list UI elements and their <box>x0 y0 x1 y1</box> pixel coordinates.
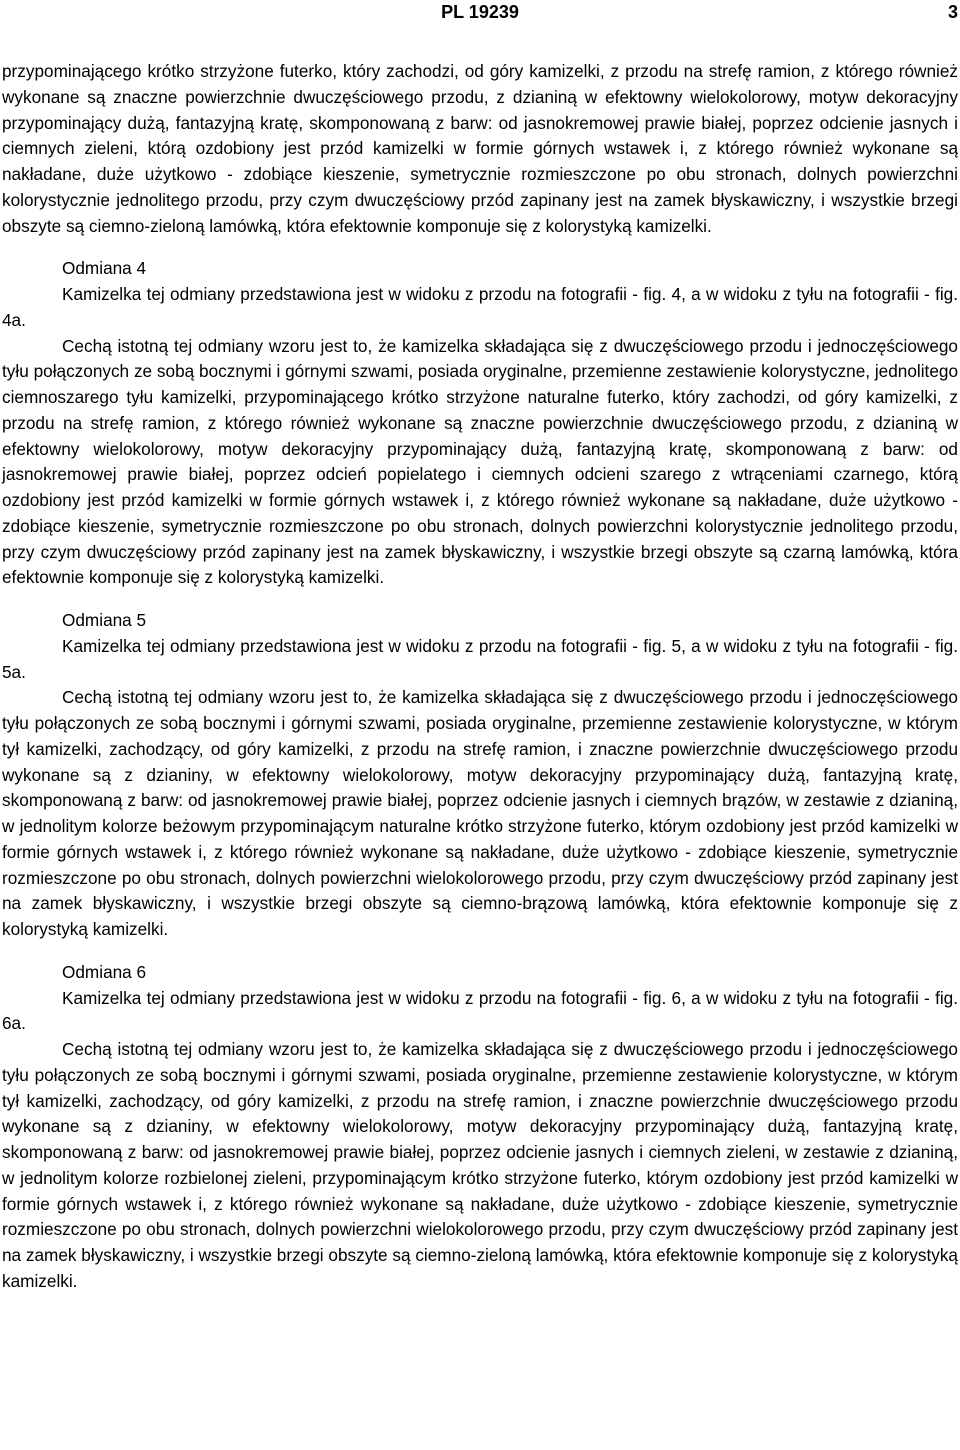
document-body <box>2 59 958 1295</box>
intro-paragraph: przypominającego krótko strzyżone futerko, który zachodzi, od góry kamizelki, z przodu na strefę ramion, z którego również wykonane są znaczne powierzchnie dwuczęściowego przodu, z dzianiną w efektowny wielokolorowy, motyw dekoracyjny przypominający dużą, fantazyjną kratę, skomponowaną z barw: od jasnokremowej prawie białej, poprzez odcienie jasnych i ciemnych zieleni, którą ozdobiony jest przód kamizelki w formie górnych wstawek i, z którego również wykonane są nakładane, duże użytkowo - zdobiące kieszenie, symetrycznie rozmieszczone po obu stronach, dolnych powierzchni kolorystycznie jednolitego przodu, przy czym dwuczęściowy przód zapinany jest na zamek błyskawiczny, i wszystkie brzegi obszyte są ciemno-zieloną lamówką, która efektownie komponuje się z kolorystyką kamizelki. <box>2 61 958 236</box>
section-gap <box>2 239 958 256</box>
variant-description: Cechą istotną tej odmiany wzoru jest to, że kamizelka składająca się z dwuczęściowego przodu i jednoczęściowego tyłu połączonych ze sobą bocznymi i górnymi szwami, posiada oryginalne, przemienne zestawienie kolorystyczne, w którym tył kamizelki, zachodzący, od góry kamizelki, z przodu na strefę ramion, i znaczne powierzchnie dwuczęściowego przodu wykonane są z dzianiny, w efektowny wielokolorowy, motyw dekoracyjny przypominający dużą, fantazyjną kratę, skomponowaną z barw: od jasnokremowej prawie białej, poprzez odcienie jasnych i ciemnych zieleni, w zestawie z dzianiną, w jednolitym kolorze rozbielonej zieleni, przypominającym krótko strzyżone futerko, którym ozdobiony jest przód kamizelki w formie górnych wstawek i, z którego również wykonane są nakładane, duże użytkowo - zdobiące kieszenie, symetrycznie rozmieszczone po obu stronach, dolnych powierzchni wielokolorowego przodu, przy czym dwuczęściowy przód zapinany jest na zamek błyskawiczny, i wszystkie brzegi obszyte są ciemno-zieloną lamówką, która efektownie komponuje się z kolorystyką kamizelki. <box>2 1039 958 1291</box>
variant-figure-text: Kamizelka tej odmiany przedstawiona jest w widoku z przodu na fotografii - fig. 6, a w widoku z tyłu na fotografii - fig. 6a. <box>2 987 958 1034</box>
variant-heading: Odmiana 4 <box>62 258 147 279</box>
variant-figure-text: Kamizelka tej odmiany przedstawiona jest w widoku z przodu na fotografii - fig. 5, a w widoku z tyłu na fotografii - fig. 5a. <box>2 635 958 682</box>
page-header <box>0 0 960 24</box>
variant-4-section <box>2 256 958 591</box>
variant-heading: Odmiana 6 <box>62 961 147 982</box>
document-number: PL 19239 <box>441 2 519 22</box>
section-gap <box>2 591 958 608</box>
variant-heading: Odmiana 5 <box>62 610 147 630</box>
variant-description: Cechą istotną tej odmiany wzoru jest to, że kamizelka składająca się z dwuczęściowego przodu i jednoczęściowego tyłu połączonych ze sobą bocznymi i górnymi szwami, posiada oryginalne, przemienne zestawienie kolorystyczne, w którym tył kamizelki, zachodzący, od góry kamizelki, z przodu na strefę ramion, i znaczne powierzchnie dwuczęściowego przodu wykonane są z dzianiny, w efektowny wielokolorowy, motyw dekoracyjny przypominający dużą, fantazyjną kratę, skomponowaną z barw: od jasnokremowej prawie białej, poprzez odcienie jasnych i ciemnych brązów, w zestawie z dzianiną, w jednolitym kolorze beżowym przypominającym naturalne krótko strzyżone futerko, którym ozdobiony jest przód kamizelki w formie górnych wstawek i, z którego również wykonane są nakładane, duże użytkowo - zdobiące kieszenie, symetrycznie rozmieszczone po obu stronach, dolnych powierzchni wielokolorowego przodu, przy czym dwuczęściowy przód zapinany jest na zamek błyskawiczny, i wszystkie brzegi obszyte są ciemno-brązową lamówką, która efektownie komponuje się z kolorystyką kamizelki. <box>2 687 958 939</box>
variant-5-section <box>2 608 958 943</box>
variant-6-section <box>2 960 958 1295</box>
variant-figure-text: Kamizelka tej odmiany przedstawiona jest w widoku z przodu na fotografii - fig. 4, a w widoku z tyłu na fotografii - fig. 4a. <box>2 284 958 330</box>
variant-description: Cechą istotną tej odmiany wzoru jest to, że kamizelka składająca się z dwuczęściowego przodu i jednoczęściowego tyłu połączonych ze sobą bocznymi i górnymi szwami, posiada oryginalne, przemienne zestawienie kolorystyczne, jednolitego ciemnoszarego tyłu kamizelki, przypominającego krótko strzyżone naturalne futerko, który zachodzi, od góry kamizelki, z przodu na strefę ramion, z którego również wykonane są znaczne powierzchnie dwuczęściowego przodu, z dzianiną w efektowny wielokolorowy, motyw dekoracyjny przypominający dużą, fantazyjną kratę, skomponowaną z barw: od jasnokremowej prawie białej, poprzez odcień popielatego i ciemnych odcieni szarego z wtrąceniami czarnego, którą ozdobiony jest przód kamizelki w formie górnych wstawek i, z którego również wykonane są nakładane, duże użytkowo - zdobiące kieszenie, symetrycznie rozmieszczone po obu stronach, dolnych powierzchni kolorystycznie jednolitego przodu, przy czym dwuczęściowy przód zapinany jest na zamek błyskawiczny, i wszystkie brzegi obszyte są czarną lamówką, która efektownie komponuje się z kolorystyką kamizelki. <box>2 335 958 588</box>
page-number: 3 <box>947 2 958 22</box>
section-gap <box>2 943 958 960</box>
